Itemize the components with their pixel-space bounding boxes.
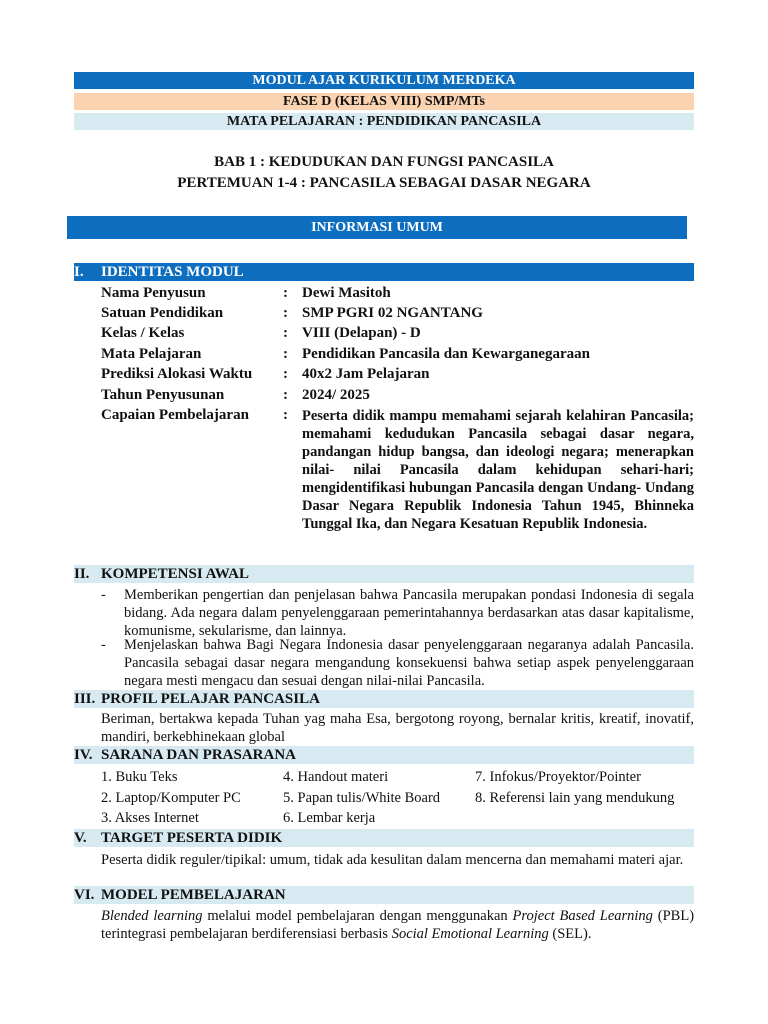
- section-number: III.: [74, 691, 96, 707]
- facility-item: 6. Lembar kerja: [283, 810, 376, 826]
- identity-label: Prediksi Alokasi Waktu: [101, 366, 253, 382]
- identity-colon: :: [283, 305, 288, 321]
- model-text-part: (PBL) terintegrasi pembelajaran berdiferensiasi berbasis: [101, 908, 695, 942]
- bullet-dash: -: [101, 637, 106, 653]
- identity-value: 2024/ 2025: [302, 387, 370, 403]
- identity-colon: :: [283, 366, 288, 382]
- identity-label: Nama Penyusun: [101, 285, 206, 301]
- general-info-heading: INFORMASI UMUM: [67, 216, 687, 239]
- identity-colon: :: [283, 407, 288, 423]
- identity-label: Satuan Pendidikan: [101, 305, 224, 321]
- model-text: [101, 907, 694, 943]
- target-text: Peserta didik reguler/tipikal: umum, tidak ada kesulitan dalam mencerna dan memahami materi ajar.: [101, 852, 684, 868]
- section-title: KOMPETENSI AWAL: [101, 566, 249, 582]
- identity-value: 40x2 Jam Pelajaran: [302, 366, 430, 382]
- section-number: VI.: [74, 887, 95, 903]
- model-term: Social Emotional Learning: [391, 926, 549, 942]
- identity-value: Dewi Masitoh: [302, 285, 391, 301]
- model-text-part: (SEL).: [548, 926, 592, 942]
- identity-value: VIII (Delapan) - D: [302, 325, 421, 341]
- facility-item: 8. Referensi lain yang mendukung: [475, 790, 675, 806]
- header-phase: FASE D (KELAS VIII) SMP/MTs: [74, 93, 694, 110]
- identity-value: SMP PGRI 02 NGANTANG: [302, 305, 483, 321]
- identity-label: Tahun Penyusunan: [101, 387, 225, 403]
- identity-colon: :: [283, 346, 288, 362]
- section-title: MODEL PEMBELAJARAN: [101, 887, 286, 903]
- identity-colon: :: [283, 325, 288, 341]
- section-title: PROFIL PELAJAR PANCASILA: [101, 691, 320, 707]
- section-number: II.: [74, 566, 90, 582]
- section-title: SARANA DAN PRASARANA: [101, 747, 297, 763]
- facility-item: 4. Handout materi: [283, 769, 389, 785]
- identity-label: Capaian Pembelajaran: [101, 407, 249, 423]
- header-subject: MATA PELAJARAN : PENDIDIKAN PANCASILA: [74, 113, 694, 130]
- section-number: IV.: [74, 747, 93, 763]
- facility-item: 2. Laptop/Komputer PC: [101, 790, 241, 806]
- model-text-part: melalui model pembelajaran dengan menggunakan: [202, 908, 513, 924]
- learning-outcome-text: Peserta didik mampu memahami sejarah kelahiran Pancasila; memahami kedudukan Pancasila sebagai dasar negara, pandangan hidup bangsa, dan ideologi negara; menerapkan nilai- nilai Pancasila dalam kehidupan sehari-hari; mengidentifikasi hubungan Pancasila dengan Undang- Undang Dasar Negara Republik Indonesia Tahun 1945, Bhinneka Tunggal Ika, dan Negara Kesatuan Republik Indonesia.: [302, 408, 694, 532]
- section-number: I.: [74, 264, 84, 280]
- facility-item: 3. Akses Internet: [101, 810, 199, 826]
- section-profil-heading: [74, 690, 694, 708]
- identity-colon: :: [283, 285, 288, 301]
- list-item: Memberikan pengertian dan penjelasan bahwa Pancasila merupakan pondasi Indonesia di segala bidang. Ada negara dalam penyelenggaraan pemerintahannya berdasarkan atas dasar kapitalisme, komunisme, sekularisme, dan lainnya.: [124, 587, 694, 639]
- list-item: Menjelaskan bahwa Bagi Negara Indonesia dasar penyelenggaraan negaranya adalah Pancasila. Pancasila sebagai dasar negara mengandung konsekuensi bahwa setiap aspek penyelenggaraan negara mesti mengacu dan sesuai dengan nilai-nilai Pancasila.: [124, 637, 694, 689]
- profile-text: Beriman, bertakwa kepada Tuhan yag maha Esa, bergotong royong, bernalar kritis, kreatif, inovatif, mandiri, berkebhinekaan global: [101, 711, 694, 745]
- model-term: Blended learning: [101, 908, 203, 924]
- facility-item: 1. Buku Teks: [101, 769, 178, 785]
- section-kompetensi-heading: [74, 565, 694, 583]
- identity-label: Kelas / Kelas: [101, 325, 185, 341]
- section-identitas-heading: [74, 263, 694, 281]
- identity-value: Pendidikan Pancasila dan Kewarganegaraan: [302, 346, 590, 362]
- identity-colon: :: [283, 387, 288, 403]
- section-number: V.: [74, 830, 87, 846]
- bullet-dash: -: [101, 587, 106, 603]
- model-term: Project Based Learning: [512, 908, 653, 924]
- identity-label: Mata Pelajaran: [101, 346, 202, 362]
- facility-item: 7. Infokus/Proyektor/Pointer: [475, 769, 641, 785]
- section-title: TARGET PESERTA DIDIK: [101, 830, 283, 846]
- header-title: MODUL AJAR KURIKULUM MERDEKA: [74, 72, 694, 89]
- section-target-heading: [74, 829, 694, 847]
- section-sarana-heading: [74, 746, 694, 764]
- section-title: IDENTITAS MODUL: [101, 264, 244, 280]
- meeting-title: PERTEMUAN 1-4 : PANCASILA SEBAGAI DASAR NEGARA: [177, 175, 591, 191]
- chapter-title: BAB 1 : KEDUDUKAN DAN FUNGSI PANCASILA: [214, 154, 554, 170]
- facility-item: 5. Papan tulis/White Board: [283, 790, 441, 806]
- section-model-heading: [74, 886, 694, 904]
